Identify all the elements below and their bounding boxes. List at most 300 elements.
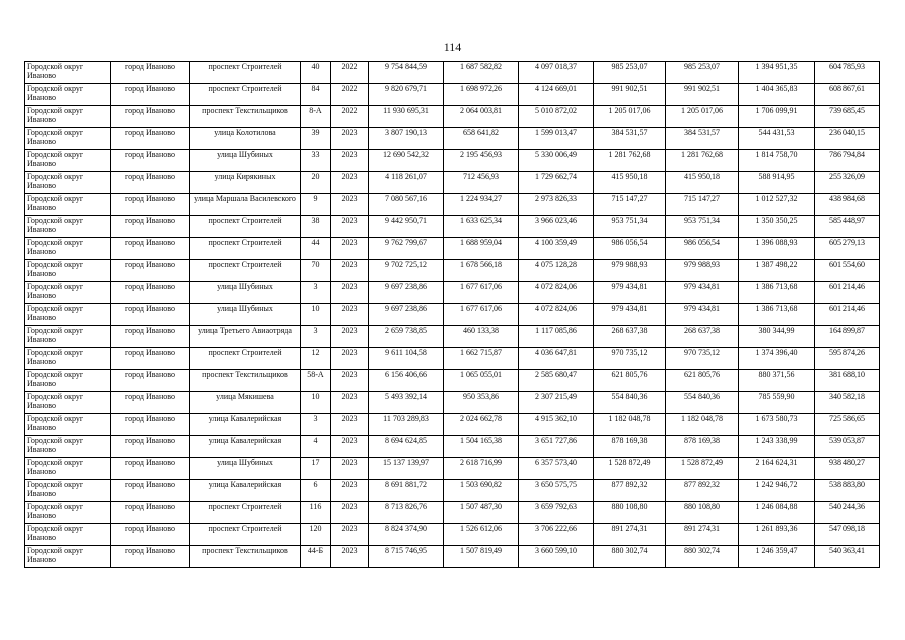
table-row [25,546,880,568]
cell-amount-4: 970 735,12 [666,348,739,370]
cell-amount-3: 1 182 048,78 [594,414,666,436]
cell-house: 40 [301,62,331,84]
cell-amount-6: 595 874,26 [815,348,880,370]
cell-municipality: Городской округ Иваново [25,480,111,502]
table-body [25,62,880,568]
cell-amount-5: 1 396 088,93 [739,238,815,260]
cell-amount-1: 950 353,86 [444,392,519,414]
cell-amount-1: 2 064 003,81 [444,106,519,128]
cell-street: проспект Строителей [190,62,301,84]
cell-street: улица Третьего Авиаотряда [190,326,301,348]
cell-amount-4: 979 434,81 [666,304,739,326]
cell-amount-4: 979 434,81 [666,282,739,304]
cell-amount-4: 1 281 762,68 [666,150,739,172]
cell-total-cost: 9 697 238,86 [369,282,444,304]
cell-settlement: город Иваново [111,150,190,172]
cell-municipality: Городской округ Иваново [25,150,111,172]
cell-amount-5: 1 012 527,32 [739,194,815,216]
cell-amount-5: 1 386 713,68 [739,282,815,304]
cell-amount-4: 384 531,57 [666,128,739,150]
cell-settlement: город Иваново [111,326,190,348]
cell-amount-6: 604 785,93 [815,62,880,84]
cell-house: 84 [301,84,331,106]
cell-amount-2: 2 973 826,33 [519,194,594,216]
cell-municipality: Городской округ Иваново [25,172,111,194]
cell-amount-2: 5 330 006,49 [519,150,594,172]
cell-settlement: город Иваново [111,216,190,238]
cell-total-cost: 11 703 289,83 [369,414,444,436]
cell-amount-6: 938 480,27 [815,458,880,480]
cell-amount-2: 4 124 669,01 [519,84,594,106]
cell-year: 2023 [331,348,369,370]
cell-amount-6: 547 098,18 [815,524,880,546]
cell-amount-2: 4 072 824,06 [519,282,594,304]
cell-amount-4: 1 182 048,78 [666,414,739,436]
cell-municipality: Городской округ Иваново [25,238,111,260]
cell-amount-4: 268 637,38 [666,326,739,348]
cell-amount-3: 979 434,81 [594,282,666,304]
cell-street: улица Кавалерийская [190,414,301,436]
cell-amount-5: 1 386 713,68 [739,304,815,326]
cell-amount-6: 438 984,68 [815,194,880,216]
cell-amount-2: 3 966 023,46 [519,216,594,238]
cell-house: 44 [301,238,331,260]
cell-street: проспект Строителей [190,502,301,524]
table-row [25,436,880,458]
cell-amount-2: 4 915 362,10 [519,414,594,436]
cell-municipality: Городской округ Иваново [25,370,111,392]
cell-street: улица Шубиных [190,304,301,326]
cell-amount-4: 991 902,51 [666,84,739,106]
cell-amount-3: 384 531,57 [594,128,666,150]
cell-house: 120 [301,524,331,546]
table-row [25,524,880,546]
cell-year: 2023 [331,502,369,524]
cell-total-cost: 9 702 725,12 [369,260,444,282]
cell-year: 2023 [331,282,369,304]
cell-amount-5: 1 404 365,83 [739,84,815,106]
cell-amount-1: 2 618 716,99 [444,458,519,480]
cell-total-cost: 9 611 104,58 [369,348,444,370]
table-row [25,216,880,238]
cell-street: проспект Строителей [190,84,301,106]
cell-amount-5: 1 673 580,73 [739,414,815,436]
cell-amount-3: 986 056,54 [594,238,666,260]
data-table [24,61,880,568]
cell-amount-1: 1 065 055,01 [444,370,519,392]
cell-amount-1: 1 507 487,30 [444,502,519,524]
cell-amount-1: 1 507 819,49 [444,546,519,568]
cell-amount-3: 953 751,34 [594,216,666,238]
cell-amount-5: 1 374 396,40 [739,348,815,370]
cell-amount-1: 1 662 715,87 [444,348,519,370]
cell-amount-4: 1 528 872,49 [666,458,739,480]
cell-amount-1: 1 224 934,27 [444,194,519,216]
cell-house: 6 [301,480,331,502]
cell-amount-2: 5 010 872,02 [519,106,594,128]
table-row [25,414,880,436]
cell-total-cost: 9 697 238,86 [369,304,444,326]
cell-year: 2023 [331,172,369,194]
cell-settlement: город Иваново [111,238,190,260]
table-row [25,326,880,348]
cell-total-cost: 9 820 679,71 [369,84,444,106]
table-row [25,62,880,84]
cell-amount-3: 880 108,80 [594,502,666,524]
cell-amount-3: 877 892,32 [594,480,666,502]
cell-amount-4: 877 892,32 [666,480,739,502]
cell-amount-1: 712 456,93 [444,172,519,194]
cell-amount-6: 164 899,87 [815,326,880,348]
cell-amount-3: 991 902,51 [594,84,666,106]
table-row [25,348,880,370]
cell-amount-4: 986 056,54 [666,238,739,260]
cell-settlement: город Иваново [111,128,190,150]
cell-street: улица Мякишева [190,392,301,414]
cell-amount-2: 4 097 018,37 [519,62,594,84]
cell-amount-1: 1 677 617,06 [444,304,519,326]
table-row [25,458,880,480]
cell-amount-5: 1 246 084,88 [739,502,815,524]
table-row [25,172,880,194]
cell-amount-3: 1 205 017,06 [594,106,666,128]
table-row [25,106,880,128]
cell-street: улица Шубиных [190,458,301,480]
cell-year: 2022 [331,62,369,84]
cell-amount-1: 1 687 582,82 [444,62,519,84]
cell-amount-4: 985 253,07 [666,62,739,84]
cell-amount-2: 6 357 573,40 [519,458,594,480]
cell-amount-3: 979 434,81 [594,304,666,326]
cell-amount-4: 880 302,74 [666,546,739,568]
cell-amount-2: 4 075 128,28 [519,260,594,282]
cell-street: улица Кавалерийская [190,480,301,502]
cell-municipality: Городской округ Иваново [25,414,111,436]
cell-settlement: город Иваново [111,480,190,502]
cell-house: 10 [301,304,331,326]
cell-amount-6: 585 448,97 [815,216,880,238]
cell-amount-3: 415 950,18 [594,172,666,194]
cell-amount-5: 2 164 624,31 [739,458,815,480]
cell-amount-6: 786 794,84 [815,150,880,172]
cell-house: 8-А [301,106,331,128]
cell-municipality: Городской округ Иваново [25,216,111,238]
table-row [25,128,880,150]
cell-amount-1: 1 633 625,34 [444,216,519,238]
cell-amount-6: 601 214,46 [815,282,880,304]
cell-total-cost: 3 807 190,13 [369,128,444,150]
cell-amount-4: 953 751,34 [666,216,739,238]
cell-street: проспект Строителей [190,238,301,260]
cell-amount-5: 1 246 359,47 [739,546,815,568]
cell-amount-1: 1 504 165,38 [444,436,519,458]
cell-house: 12 [301,348,331,370]
cell-total-cost: 5 493 392,14 [369,392,444,414]
cell-total-cost: 11 930 695,31 [369,106,444,128]
cell-settlement: город Иваново [111,62,190,84]
cell-amount-5: 1 387 498,22 [739,260,815,282]
cell-municipality: Городской округ Иваново [25,546,111,568]
cell-amount-5: 1 706 099,91 [739,106,815,128]
table-row [25,194,880,216]
cell-total-cost: 12 690 542,32 [369,150,444,172]
cell-amount-5: 380 344,99 [739,326,815,348]
cell-street: проспект Текстильщиков [190,370,301,392]
cell-year: 2023 [331,150,369,172]
table-row [25,282,880,304]
cell-house: 3 [301,414,331,436]
cell-municipality: Городской округ Иваново [25,392,111,414]
cell-amount-3: 621 805,76 [594,370,666,392]
cell-year: 2023 [331,216,369,238]
cell-house: 3 [301,326,331,348]
cell-amount-5: 544 431,53 [739,128,815,150]
cell-municipality: Городской округ Иваново [25,304,111,326]
cell-total-cost: 4 118 261,07 [369,172,444,194]
cell-street: улица Шубиных [190,150,301,172]
cell-amount-6: 381 688,10 [815,370,880,392]
cell-settlement: город Иваново [111,260,190,282]
cell-amount-3: 880 302,74 [594,546,666,568]
cell-amount-6: 601 214,46 [815,304,880,326]
cell-amount-5: 1 243 338,99 [739,436,815,458]
table-row [25,238,880,260]
cell-amount-2: 4 036 647,81 [519,348,594,370]
cell-amount-6: 601 554,60 [815,260,880,282]
cell-municipality: Городской округ Иваново [25,524,111,546]
cell-house: 58-А [301,370,331,392]
cell-settlement: город Иваново [111,370,190,392]
cell-settlement: город Иваново [111,524,190,546]
cell-amount-1: 1 526 612,06 [444,524,519,546]
cell-amount-3: 979 988,93 [594,260,666,282]
cell-municipality: Городской округ Иваново [25,326,111,348]
cell-year: 2023 [331,128,369,150]
cell-year: 2023 [331,370,369,392]
cell-amount-3: 985 253,07 [594,62,666,84]
cell-amount-5: 1 394 951,35 [739,62,815,84]
cell-settlement: город Иваново [111,172,190,194]
cell-year: 2023 [331,524,369,546]
cell-amount-5: 880 371,56 [739,370,815,392]
cell-amount-1: 1 698 972,26 [444,84,519,106]
cell-year: 2023 [331,480,369,502]
cell-municipality: Городской округ Иваново [25,436,111,458]
cell-amount-5: 1 814 758,70 [739,150,815,172]
cell-amount-6: 340 582,18 [815,392,880,414]
cell-amount-6: 608 867,61 [815,84,880,106]
cell-street: улица Кирякиных [190,172,301,194]
cell-amount-2: 1 117 085,86 [519,326,594,348]
cell-municipality: Городской округ Иваново [25,194,111,216]
cell-settlement: город Иваново [111,502,190,524]
cell-year: 2023 [331,260,369,282]
cell-municipality: Городской округ Иваново [25,84,111,106]
cell-house: 4 [301,436,331,458]
cell-amount-2: 1 729 662,74 [519,172,594,194]
cell-house: 3 [301,282,331,304]
table-row [25,480,880,502]
cell-amount-4: 891 274,31 [666,524,739,546]
cell-amount-1: 1 503 690,82 [444,480,519,502]
cell-amount-3: 554 840,36 [594,392,666,414]
cell-settlement: город Иваново [111,458,190,480]
cell-amount-4: 621 805,76 [666,370,739,392]
cell-settlement: город Иваново [111,304,190,326]
cell-settlement: город Иваново [111,106,190,128]
cell-amount-2: 3 660 599,10 [519,546,594,568]
cell-year: 2023 [331,326,369,348]
cell-amount-2: 2 307 215,49 [519,392,594,414]
cell-amount-1: 1 677 617,06 [444,282,519,304]
cell-amount-3: 715 147,27 [594,194,666,216]
cell-amount-5: 588 914,95 [739,172,815,194]
cell-amount-6: 605 279,13 [815,238,880,260]
cell-year: 2023 [331,436,369,458]
cell-total-cost: 6 156 406,66 [369,370,444,392]
table-row [25,260,880,282]
cell-street: проспект Строителей [190,524,301,546]
cell-street: улица Кавалерийская [190,436,301,458]
cell-total-cost: 8 691 881,72 [369,480,444,502]
cell-street: проспект Текстильщиков [190,546,301,568]
cell-amount-2: 4 072 824,06 [519,304,594,326]
cell-amount-4: 979 988,93 [666,260,739,282]
cell-municipality: Городской округ Иваново [25,260,111,282]
cell-municipality: Городской округ Иваново [25,502,111,524]
cell-street: проспект Текстильщиков [190,106,301,128]
page-number: 114 [443,40,462,54]
cell-total-cost: 9 762 799,67 [369,238,444,260]
cell-year: 2023 [331,304,369,326]
cell-amount-1: 658 641,82 [444,128,519,150]
cell-amount-3: 1 528 872,49 [594,458,666,480]
cell-house: 70 [301,260,331,282]
cell-total-cost: 2 659 738,85 [369,326,444,348]
cell-municipality: Городской округ Иваново [25,458,111,480]
cell-amount-4: 878 169,38 [666,436,739,458]
cell-amount-1: 2 024 662,78 [444,414,519,436]
cell-house: 20 [301,172,331,194]
cell-amount-2: 3 706 222,66 [519,524,594,546]
cell-amount-3: 891 274,31 [594,524,666,546]
cell-amount-4: 1 205 017,06 [666,106,739,128]
cell-settlement: город Иваново [111,194,190,216]
cell-amount-5: 785 559,90 [739,392,815,414]
cell-settlement: город Иваново [111,84,190,106]
cell-amount-3: 1 281 762,68 [594,150,666,172]
cell-amount-6: 539 053,87 [815,436,880,458]
cell-street: улица Шубиных [190,282,301,304]
cell-municipality: Городской округ Иваново [25,62,111,84]
cell-municipality: Городской округ Иваново [25,348,111,370]
cell-settlement: город Иваново [111,348,190,370]
cell-amount-3: 970 735,12 [594,348,666,370]
table-row [25,84,880,106]
cell-amount-1: 1 688 959,04 [444,238,519,260]
cell-total-cost: 8 715 746,95 [369,546,444,568]
cell-amount-1: 1 678 566,18 [444,260,519,282]
cell-amount-2: 4 100 359,49 [519,238,594,260]
cell-year: 2023 [331,194,369,216]
cell-amount-6: 540 363,41 [815,546,880,568]
table-row [25,370,880,392]
table-row [25,304,880,326]
cell-settlement: город Иваново [111,546,190,568]
cell-total-cost: 7 080 567,16 [369,194,444,216]
cell-house: 9 [301,194,331,216]
cell-amount-6: 255 326,09 [815,172,880,194]
cell-amount-5: 1 261 893,36 [739,524,815,546]
cell-year: 2022 [331,106,369,128]
table-row [25,392,880,414]
cell-amount-5: 1 350 350,25 [739,216,815,238]
cell-amount-3: 268 637,38 [594,326,666,348]
cell-year: 2022 [331,84,369,106]
cell-year: 2023 [331,458,369,480]
cell-amount-6: 538 883,80 [815,480,880,502]
cell-amount-1: 460 133,38 [444,326,519,348]
cell-amount-2: 3 651 727,86 [519,436,594,458]
cell-house: 33 [301,150,331,172]
cell-house: 38 [301,216,331,238]
cell-house: 39 [301,128,331,150]
cell-total-cost: 9 442 950,71 [369,216,444,238]
cell-municipality: Городской округ Иваново [25,282,111,304]
cell-total-cost: 9 754 844,59 [369,62,444,84]
cell-amount-3: 878 169,38 [594,436,666,458]
cell-amount-6: 540 244,36 [815,502,880,524]
cell-settlement: город Иваново [111,414,190,436]
cell-amount-6: 236 040,15 [815,128,880,150]
cell-street: проспект Строителей [190,260,301,282]
cell-amount-6: 725 586,65 [815,414,880,436]
cell-street: проспект Строителей [190,216,301,238]
cell-house: 17 [301,458,331,480]
cell-street: проспект Строителей [190,348,301,370]
cell-total-cost: 8 713 826,76 [369,502,444,524]
cell-year: 2023 [331,392,369,414]
cell-settlement: город Иваново [111,282,190,304]
table-row [25,150,880,172]
cell-total-cost: 15 137 139,97 [369,458,444,480]
cell-amount-2: 1 599 013,47 [519,128,594,150]
cell-amount-1: 2 195 456,93 [444,150,519,172]
cell-street: улица Маршала Василевского [190,194,301,216]
cell-amount-6: 739 685,45 [815,106,880,128]
cell-year: 2023 [331,546,369,568]
cell-settlement: город Иваново [111,436,190,458]
cell-house: 10 [301,392,331,414]
cell-amount-5: 1 242 946,72 [739,480,815,502]
cell-amount-2: 3 659 792,63 [519,502,594,524]
cell-year: 2023 [331,414,369,436]
cell-municipality: Городской округ Иваново [25,128,111,150]
cell-amount-4: 880 108,80 [666,502,739,524]
table-row [25,502,880,524]
cell-house: 116 [301,502,331,524]
cell-amount-2: 3 650 575,75 [519,480,594,502]
cell-settlement: город Иваново [111,392,190,414]
cell-street: улица Колотилова [190,128,301,150]
cell-total-cost: 8 694 624,85 [369,436,444,458]
cell-amount-4: 715 147,27 [666,194,739,216]
cell-municipality: Городской округ Иваново [25,106,111,128]
cell-house: 44-Б [301,546,331,568]
cell-amount-2: 2 585 680,47 [519,370,594,392]
cell-amount-4: 554 840,36 [666,392,739,414]
cell-total-cost: 8 824 374,90 [369,524,444,546]
